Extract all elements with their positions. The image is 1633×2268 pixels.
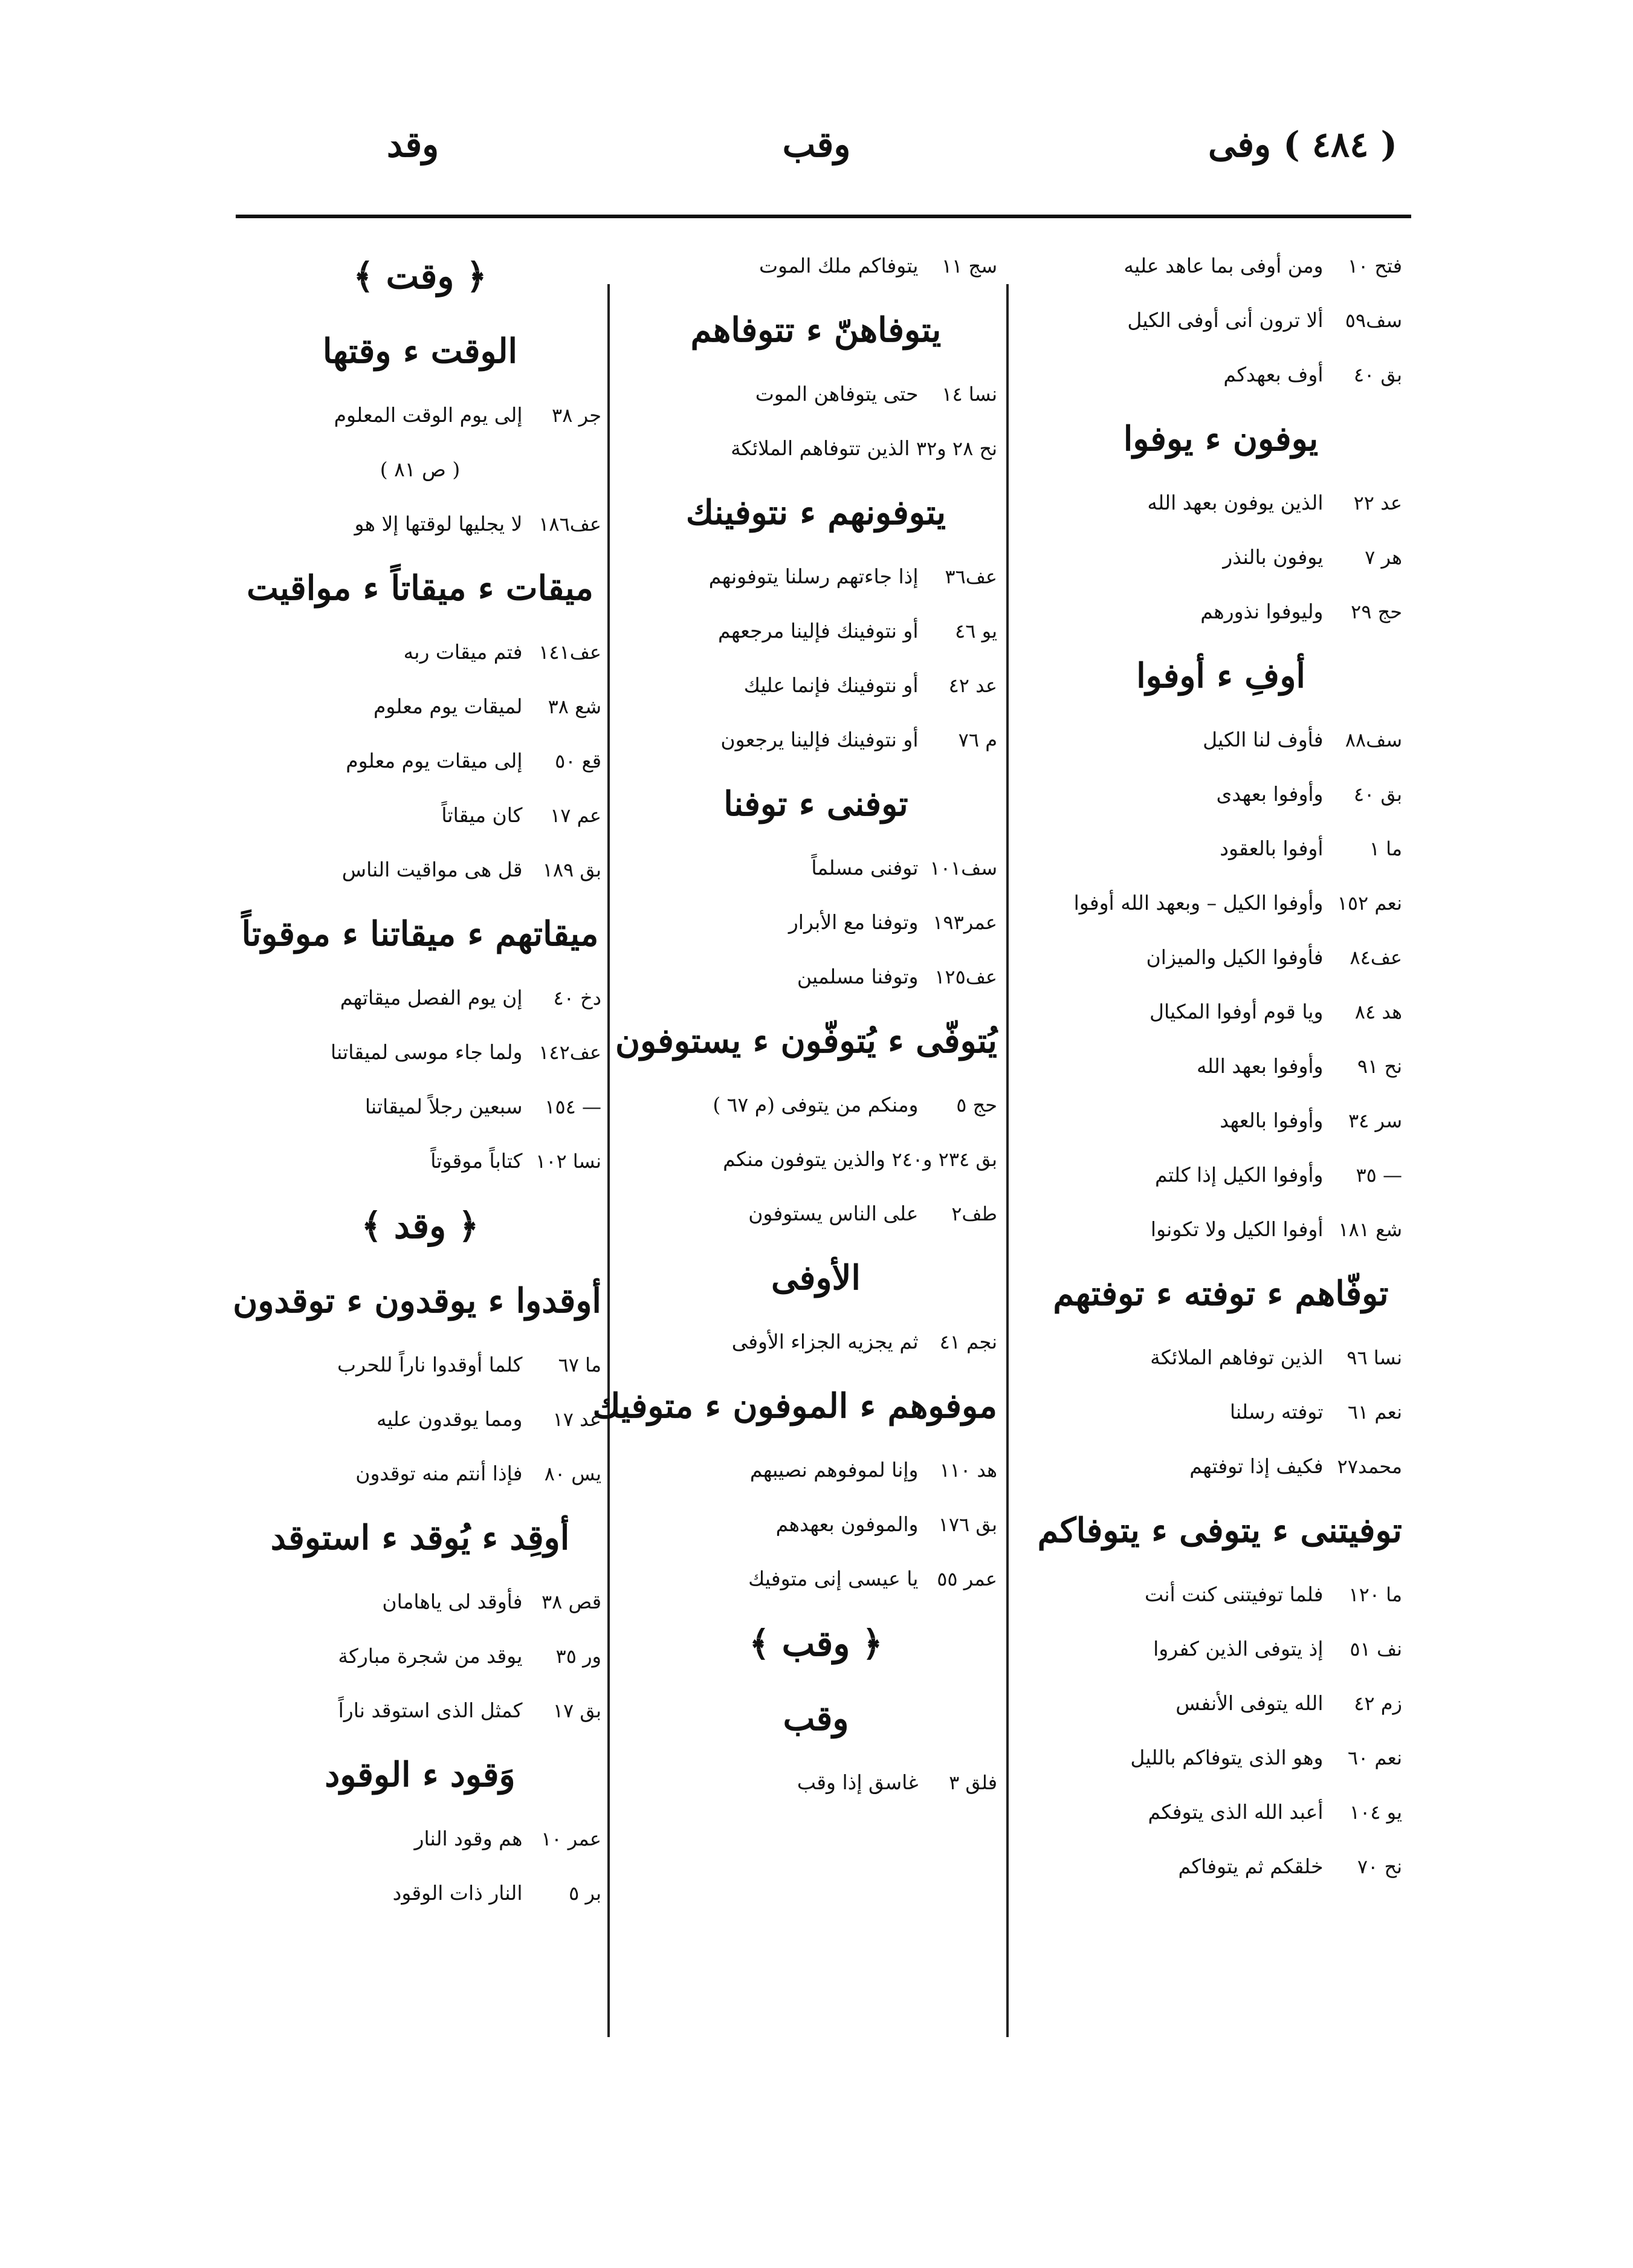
verse-reference: دخ ٤٠ <box>553 987 601 1009</box>
verse-text: أوفوا بالعقود <box>1220 837 1324 860</box>
verse-text: يوقد من شجرة مباركة <box>338 1644 523 1668</box>
verse-reference: — ٣٥ <box>1356 1164 1402 1187</box>
concordance-entry <box>1040 1567 1402 1622</box>
concordance-entry <box>239 788 601 843</box>
verse-reference: سف٨٨ <box>1345 728 1402 751</box>
verse-reference: نسا ٩٦ <box>1347 1346 1402 1369</box>
word-form-heading: أوفِ ء أوفوا <box>1136 656 1305 696</box>
concordance-entry <box>1040 1676 1402 1731</box>
word-form-heading: توفيتنى ء يتوفى ء يتوفاكم <box>1037 1511 1402 1550</box>
concordance-entry <box>1040 585 1402 639</box>
concordance-entry <box>239 1866 601 1920</box>
verse-text: فإذا أنتم منه توقدون <box>355 1462 523 1485</box>
concordance-entry <box>635 841 997 895</box>
concordance-entry <box>239 497 601 551</box>
verse-text: ومن أوفى بما عاهد عليه <box>1124 254 1324 277</box>
concordance-entry <box>635 1132 997 1187</box>
concordance-entry <box>239 388 601 442</box>
page-header <box>236 124 1397 178</box>
verse-text: كلما أوقدوا ناراً للحرب <box>337 1353 523 1376</box>
concordance-entry <box>239 971 601 1025</box>
verse-text: وتوفنا مع الأبرار <box>788 910 919 934</box>
verse-reference: قع ٥٠ <box>555 750 601 773</box>
verse-text: أوف بعهدكم <box>1223 363 1324 386</box>
verse-text: فأوف لنا الكيل <box>1203 728 1324 751</box>
column-middle <box>592 239 997 1810</box>
verse-reference: عم ١٧ <box>550 804 601 827</box>
verse-text: وإنا لموفوهم نصيبهم <box>749 1458 919 1482</box>
verse-text: خلقكم ثم يتوفاكم <box>1178 1855 1324 1878</box>
verse-text: هم وقود النار <box>414 1827 523 1850</box>
concordance-entry <box>1040 1839 1402 1894</box>
word-form-heading: ميقات ء ميقاتاً ء مواقيت <box>247 568 593 608</box>
verse-text: ثم يجزيه الجزاء الأوفى <box>731 1330 919 1353</box>
verse-reference: عف٨٤ <box>1350 946 1402 969</box>
verse-text: يتوفاكم ملك الموت <box>758 254 919 277</box>
concordance-entry <box>1040 1622 1402 1676</box>
verse-reference: سج ١١ <box>941 254 997 277</box>
verse-reference: هر ٧ <box>1365 546 1402 569</box>
verse-reference: عف١٤١ <box>538 641 601 664</box>
concordance-entry <box>1040 348 1402 402</box>
verse-text: وأوفوا الكيل إذا كلتم <box>1155 1163 1324 1187</box>
concordance-entry <box>239 1134 601 1188</box>
verse-text: أعبد الله الذى يتوفكم <box>1148 1800 1324 1824</box>
verse-text: فكيف إذا توفتهم <box>1189 1454 1324 1478</box>
concordance-entry <box>239 1812 601 1866</box>
concordance-entry <box>1040 985 1402 1039</box>
verse-reference: عف١٤٢ <box>538 1041 601 1064</box>
verse-reference: ما ١٢٠ <box>1348 1583 1402 1606</box>
verse-text: فلما توفيتنى كنت أنت <box>1144 1583 1324 1606</box>
verse-text: ومنكم من يتوفى (م ٦٧ ) <box>713 1093 919 1116</box>
concordance-entry <box>635 549 997 604</box>
concordance-entry <box>635 713 997 767</box>
concordance-entry <box>239 1629 601 1683</box>
verse-text: ومما يوقدون عليه <box>377 1407 523 1431</box>
concordance-entry <box>635 1315 997 1369</box>
verse-reference: نعم ١٥٢ <box>1337 892 1402 915</box>
verse-text: وأوفوا بعهد الله <box>1197 1054 1324 1078</box>
concordance-entry <box>1040 1148 1402 1202</box>
concordance-entry <box>1040 1094 1402 1148</box>
concordance-entry <box>635 1187 997 1241</box>
verse-reference: عمر ٥٥ <box>937 1567 997 1590</box>
verse-reference: حج ٢٩ <box>1351 600 1402 623</box>
concordance-entry <box>635 604 997 658</box>
word-form-heading: يُتوفّى ء يُتوفّون ء يستوفون <box>615 1021 997 1061</box>
verse-reference: نح ٧٠ <box>1357 1855 1402 1878</box>
verse-reference: عف٣٦ <box>945 565 997 588</box>
verse-reference: محمد٢٧ <box>1337 1455 1402 1478</box>
verse-reference: يس ٨٠ <box>544 1462 601 1485</box>
verse-text: فأوفوا الكيل والميزان <box>1146 945 1324 969</box>
verse-reference: عد ٤٢ <box>948 674 997 697</box>
concordance-entry <box>1040 1439 1402 1494</box>
word-form-heading: الأوفى <box>771 1258 861 1298</box>
root-heading: ﴿ وقد ﴾ <box>361 1205 479 1246</box>
verse-text: الذين يوفون بعهد الله <box>1147 491 1324 514</box>
verse-text: إذا جاءتهم رسلنا يتوفونهم <box>708 565 919 588</box>
column-divider <box>1006 284 1009 2037</box>
verse-reference: فتح ١٠ <box>1347 254 1402 277</box>
word-form-heading: توفّاهم ء توفته ء توفتهم <box>1053 1274 1389 1314</box>
word-form-heading: وَقود ء الوقود <box>325 1755 516 1795</box>
verse-reference: عمر ١٠ <box>541 1827 601 1850</box>
verse-text: يا عيسى إنى متوفيك <box>748 1567 919 1590</box>
verse-reference: عد ٢٢ <box>1353 491 1402 514</box>
verse-text: على الناس يستوفون <box>748 1202 919 1225</box>
concordance-entry <box>239 1447 601 1501</box>
verse-text: وأوفوا بالعهد <box>1220 1109 1324 1132</box>
verse-text: قل هى مواقيت الناس <box>341 858 523 881</box>
verse-text: حتى يتوفاهن الموت <box>755 382 919 406</box>
cross-reference: ( ص ٨١ ) <box>380 458 461 481</box>
verse-reference: نح ٩١ <box>1357 1055 1402 1078</box>
verse-reference: نف ٥١ <box>1350 1638 1402 1660</box>
word-form-heading: يوفون ء يوفوا <box>1123 419 1319 459</box>
concordance-entry <box>239 1575 601 1629</box>
concordance-entry <box>635 895 997 950</box>
verse-reference: طف٢ <box>951 1202 997 1225</box>
verse-text: والذين يتوفون منكم <box>723 1147 885 1171</box>
verse-reference: حج ٥ <box>956 1094 997 1116</box>
verse-text: وأوفوا بعهدى <box>1216 782 1324 806</box>
verse-text: إلى ميقات يوم معلوم <box>346 749 523 773</box>
verse-text: وهو الذى يتوفاكم بالليل <box>1130 1746 1324 1769</box>
verse-text: ألا ترون أنى أوفى الكيل <box>1127 308 1324 332</box>
verse-text: لا يجليها لوقتها إلا هو <box>354 512 523 536</box>
verse-text: الذين تتوفاهم الملائكة <box>731 436 910 460</box>
verse-reference: سف١٠١ <box>930 857 997 880</box>
verse-text: الله يتوفى الأنفس <box>1175 1691 1324 1715</box>
concordance-entry <box>1040 876 1402 930</box>
verse-reference: بق ١٧٦ <box>938 1513 997 1536</box>
verse-text: أوفوا الكيل ولا تكونوا <box>1150 1217 1324 1241</box>
verse-reference: بق ٤٠ <box>1353 363 1402 386</box>
verse-reference: بق ١٧ <box>552 1699 601 1722</box>
verse-reference: ور ٣٥ <box>555 1645 601 1668</box>
concordance-entry <box>239 1025 601 1080</box>
verse-text: فأوقد لى ياهامان <box>382 1590 523 1613</box>
verse-reference: بق ٢٣٤ و٢٤٠ <box>891 1148 997 1171</box>
verse-reference: هد ٨٤ <box>1354 1000 1402 1023</box>
verse-text: وليوفوا نذورهم <box>1200 600 1324 623</box>
verse-reference: نسا ١٤ <box>942 383 997 406</box>
verse-reference: ما ٦٧ <box>558 1353 601 1376</box>
word-form-heading: ميقاتهم ء ميقاتنا ء موقوتاً <box>241 914 599 954</box>
verse-reference: جر ٣٨ <box>552 404 601 427</box>
word-form-heading: أوقِد ء يُوقد ء استوقد <box>270 1518 570 1558</box>
verse-reference: شع ١٨١ <box>1338 1218 1402 1241</box>
concordance-entry <box>239 734 601 788</box>
verse-text: غاسق إذا وقب <box>797 1771 919 1794</box>
concordance-entry <box>1040 476 1402 530</box>
concordance-entry <box>239 679 601 734</box>
verse-text: أو نتوفينك فإلينا مرجعهم <box>718 619 919 643</box>
concordance-entry <box>1040 713 1402 767</box>
verse-reference: نعم ٦١ <box>1347 1401 1402 1424</box>
verse-reference: يو ١٠٤ <box>1349 1801 1402 1824</box>
verse-text: إذ يتوفى الذين كفروا <box>1153 1637 1324 1660</box>
verse-reference: نجم ٤١ <box>939 1330 997 1353</box>
left-root-title: وقد <box>387 124 439 165</box>
verse-reference: عد ١٧ <box>552 1408 601 1431</box>
center-root-title: وقب <box>782 124 851 165</box>
concordance-entry <box>239 1080 601 1134</box>
verse-reference: م ٧٦ <box>958 728 997 751</box>
word-form-heading: الوقت ء وقتها <box>322 331 518 371</box>
verse-text: كتاباً موقوتاً <box>430 1149 523 1173</box>
concordance-entry <box>1040 1731 1402 1785</box>
verse-reference: يو ٤٦ <box>955 620 997 643</box>
verse-text: إلى يوم الوقت المعلوم <box>334 403 523 427</box>
verse-reference: — ١٥٤ <box>545 1095 601 1118</box>
concordance-entry <box>239 1338 601 1392</box>
concordance-entry <box>635 658 997 713</box>
concordance-entry <box>635 1443 997 1497</box>
verse-text: الذين توفاهم الملائكة <box>1150 1346 1324 1369</box>
verse-reference: بر ٥ <box>569 1882 601 1905</box>
concordance-entry <box>239 625 601 679</box>
verse-text: لميقات يوم معلوم <box>373 695 523 718</box>
concordance-entry <box>635 367 997 421</box>
verse-reference: ما ١ <box>1369 837 1402 860</box>
concordance-entry <box>1040 930 1402 985</box>
concordance-entry <box>1040 530 1402 585</box>
verse-text: توفنى مسلماً <box>811 856 919 880</box>
word-form-heading: يتوفاهنّ ء تتوفاهم <box>690 310 942 350</box>
word-form-heading: موفوهم ء الموفون ء متوفيك <box>592 1386 997 1426</box>
verse-reference: نح ٢٨ و٣٢ <box>916 437 997 460</box>
root-heading: ﴿ وقت ﴾ <box>353 256 487 297</box>
concordance-entry <box>635 1497 997 1552</box>
verse-text: توفته رسلنا <box>1229 1400 1324 1424</box>
column-right <box>1037 239 1402 1894</box>
page-label: ( ٤٨٤ ) وفى <box>1208 124 1397 165</box>
verse-text: إن يوم الفصل ميقاتهم <box>340 986 523 1009</box>
verse-text: النار ذات الوقود <box>392 1881 523 1905</box>
concordance-entry <box>635 1552 997 1606</box>
concordance-entry <box>1040 821 1402 876</box>
concordance-entry <box>1040 1202 1402 1257</box>
concordance-entry <box>635 421 997 476</box>
verse-text: كان ميقاتاً <box>441 803 523 827</box>
verse-text: يوفون بالنذر <box>1223 545 1324 569</box>
verse-text: وأوفوا الكيل – وبعهد الله أوفوا <box>1073 891 1324 915</box>
word-form-heading: أوقدوا ء يوقدون ء توقدون <box>233 1281 601 1321</box>
concordance-entry <box>635 1078 997 1132</box>
column-left <box>233 239 601 1920</box>
verse-reference: عمر١٩٣ <box>933 911 997 934</box>
concordance-entry <box>239 1392 601 1447</box>
verse-text: أو نتوفينك فإلينا يرجعون <box>720 728 919 751</box>
verse-text: كمثل الذى استوقد ناراً <box>338 1699 523 1722</box>
concordance-entry <box>1040 1039 1402 1094</box>
verse-text: أو نتوفينك فإنما عليك <box>743 673 919 697</box>
verse-text: سبعين رجلاً لميقاتنا <box>364 1095 523 1118</box>
verse-reference: بق ١٨٩ <box>542 858 601 881</box>
verse-text: فتم ميقات ربه <box>403 640 523 664</box>
concordance-entry <box>635 1755 997 1810</box>
verse-reference: هد ١١٠ <box>939 1459 997 1482</box>
verse-reference: عف١٨٦ <box>538 513 601 536</box>
concordance-entry <box>1040 293 1402 348</box>
concordance-entry <box>635 239 997 293</box>
verse-reference: عف١٢٥ <box>934 965 997 988</box>
concordance-entry <box>1040 767 1402 821</box>
verse-text: والموفون بعهدهم <box>775 1512 919 1536</box>
verse-reference: نسا ١٠٢ <box>535 1150 601 1173</box>
column-divider <box>607 284 610 2037</box>
word-form-heading: يتوفونهم ء نتوفينك <box>685 493 946 533</box>
verse-reference: سف٥٩ <box>1345 309 1402 332</box>
verse-reference: زم ٤٢ <box>1354 1692 1402 1715</box>
concordance-entry <box>239 1683 601 1738</box>
verse-text: وتوفنا مسلمين <box>797 965 919 988</box>
verse-text: ولما جاء موسى لميقاتنا <box>331 1040 523 1064</box>
concordance-entry <box>1040 1385 1402 1439</box>
verse-text: ويا قوم أوفوا المكيال <box>1149 1000 1324 1023</box>
verse-reference: بق ٤٠ <box>1353 783 1402 806</box>
header-rule <box>236 215 1411 218</box>
verse-reference: سر ٣٤ <box>1348 1109 1402 1132</box>
concordance-entry <box>239 843 601 897</box>
verse-reference: فلق ٣ <box>949 1771 997 1794</box>
word-form-heading: وقب <box>783 1699 849 1738</box>
word-form-heading: توفنى ء توفنا <box>723 784 908 824</box>
verse-reference: نعم ٦٠ <box>1347 1746 1402 1769</box>
verse-reference: شع ٣٨ <box>548 695 601 718</box>
concordance-entry <box>1040 1785 1402 1839</box>
concordance-entry <box>1040 239 1402 293</box>
concordance-entry <box>635 950 997 1004</box>
concordance-entry <box>1040 1330 1402 1385</box>
root-heading: ﴿ وقب ﴾ <box>749 1623 883 1664</box>
verse-reference: قص ٣٨ <box>541 1590 601 1613</box>
